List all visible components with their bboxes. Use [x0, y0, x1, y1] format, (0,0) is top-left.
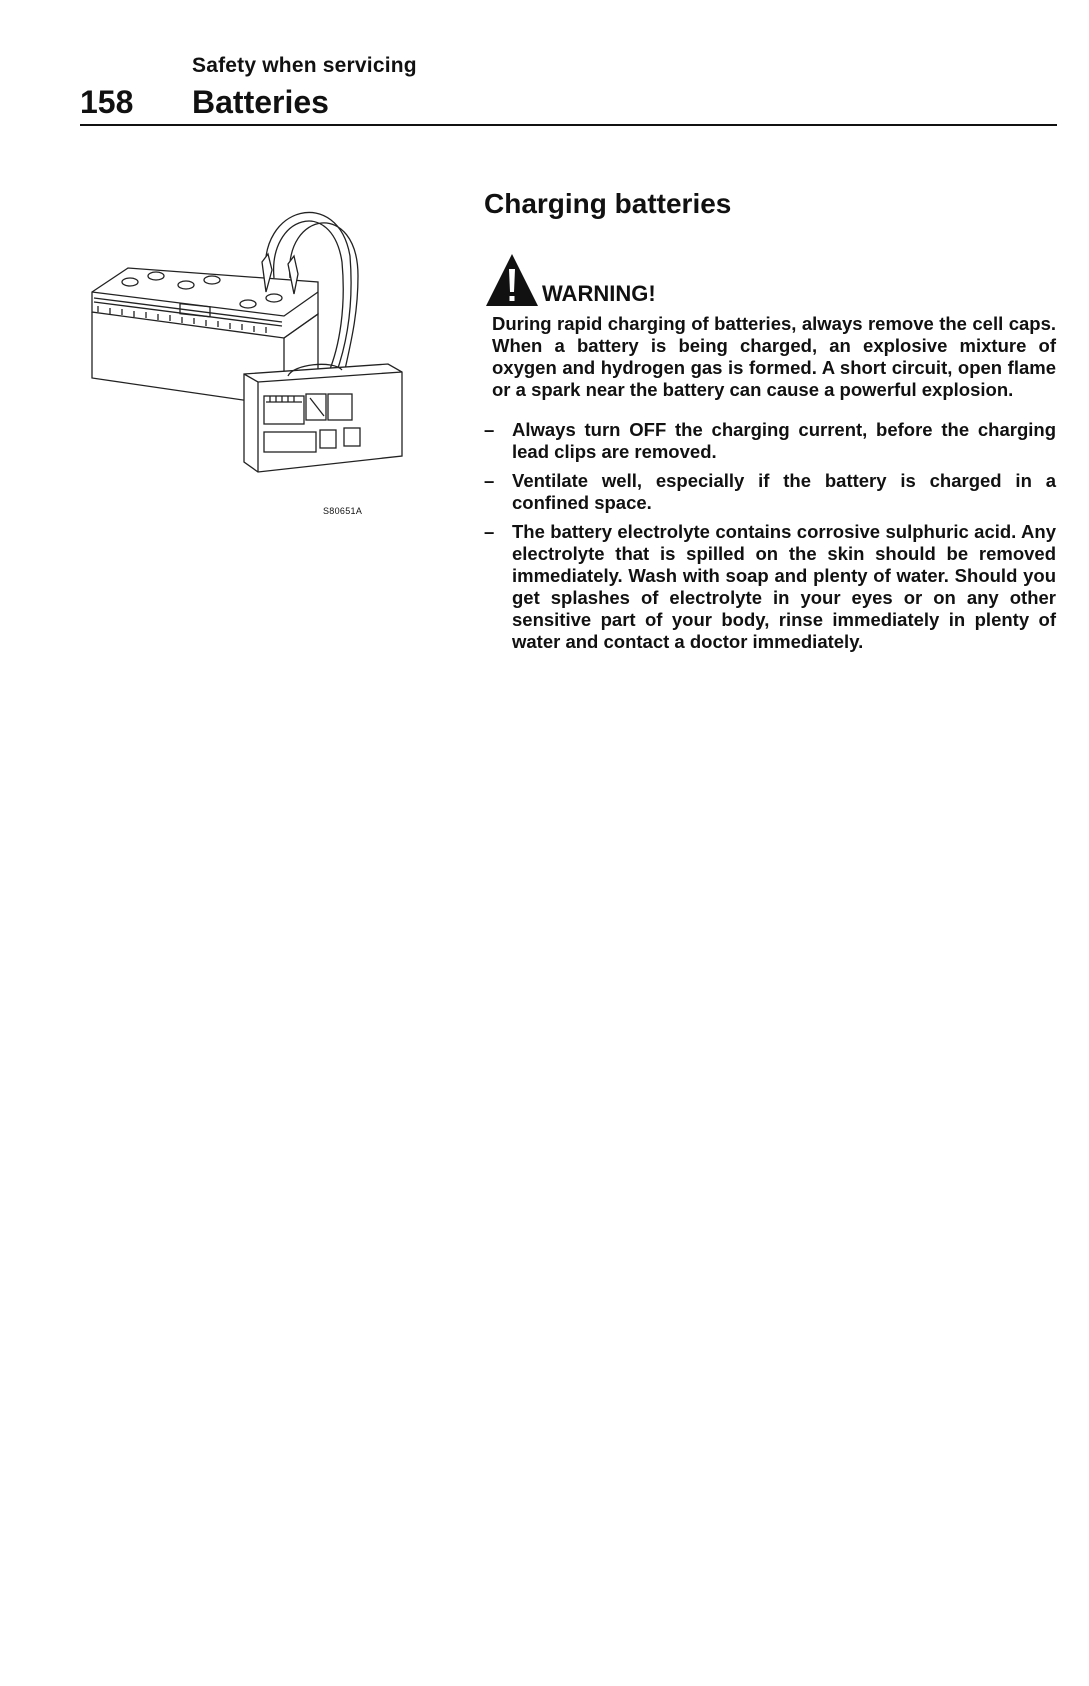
bullet-dash: –	[484, 470, 495, 491]
list-item	[484, 419, 1056, 463]
warning-label: WARNING!	[542, 281, 656, 306]
section-label: Safety when servicing	[192, 54, 417, 77]
bullet-dash: –	[484, 419, 495, 440]
list-item	[484, 470, 1056, 514]
warning-text: During rapid charging of batteries, always remove the cell caps. When a battery is being charged, an explosive mixture of oxygen and hydrogen gas is formed. A short circuit, open flame or a spark near the battery can cause a powerful explosion.	[492, 313, 1056, 400]
page-title: Batteries	[192, 84, 329, 120]
bullet-dash: –	[484, 521, 495, 542]
safety-list	[484, 419, 1056, 653]
figure-code: S80651A	[323, 506, 363, 516]
page-number: 158	[80, 84, 134, 120]
list-item-text: Ventilate well, especially if the battery is charged in a confined space.	[512, 470, 1056, 513]
list-item-text: The battery electrolyte contains corrosive sulphuric acid. Any electrolyte that is spilled on the skin should be removed immediately. Wash with soap and plenty of water. Should you get splashes of electrolyte in your eyes or on any other sensitive part of your body, rinse immediately in plenty of water and contact a doctor immediately.	[512, 521, 1056, 652]
warning-triangle-icon	[484, 252, 540, 308]
battery-charger-illustration	[88, 196, 436, 496]
warning-header	[484, 250, 1056, 308]
main-content	[484, 188, 1056, 660]
header-rule	[80, 124, 1057, 126]
list-item	[484, 521, 1056, 653]
section-heading: Charging batteries	[484, 188, 732, 219]
list-item-text: Always turn OFF the charging current, before the charging lead clips are removed.	[512, 419, 1056, 462]
